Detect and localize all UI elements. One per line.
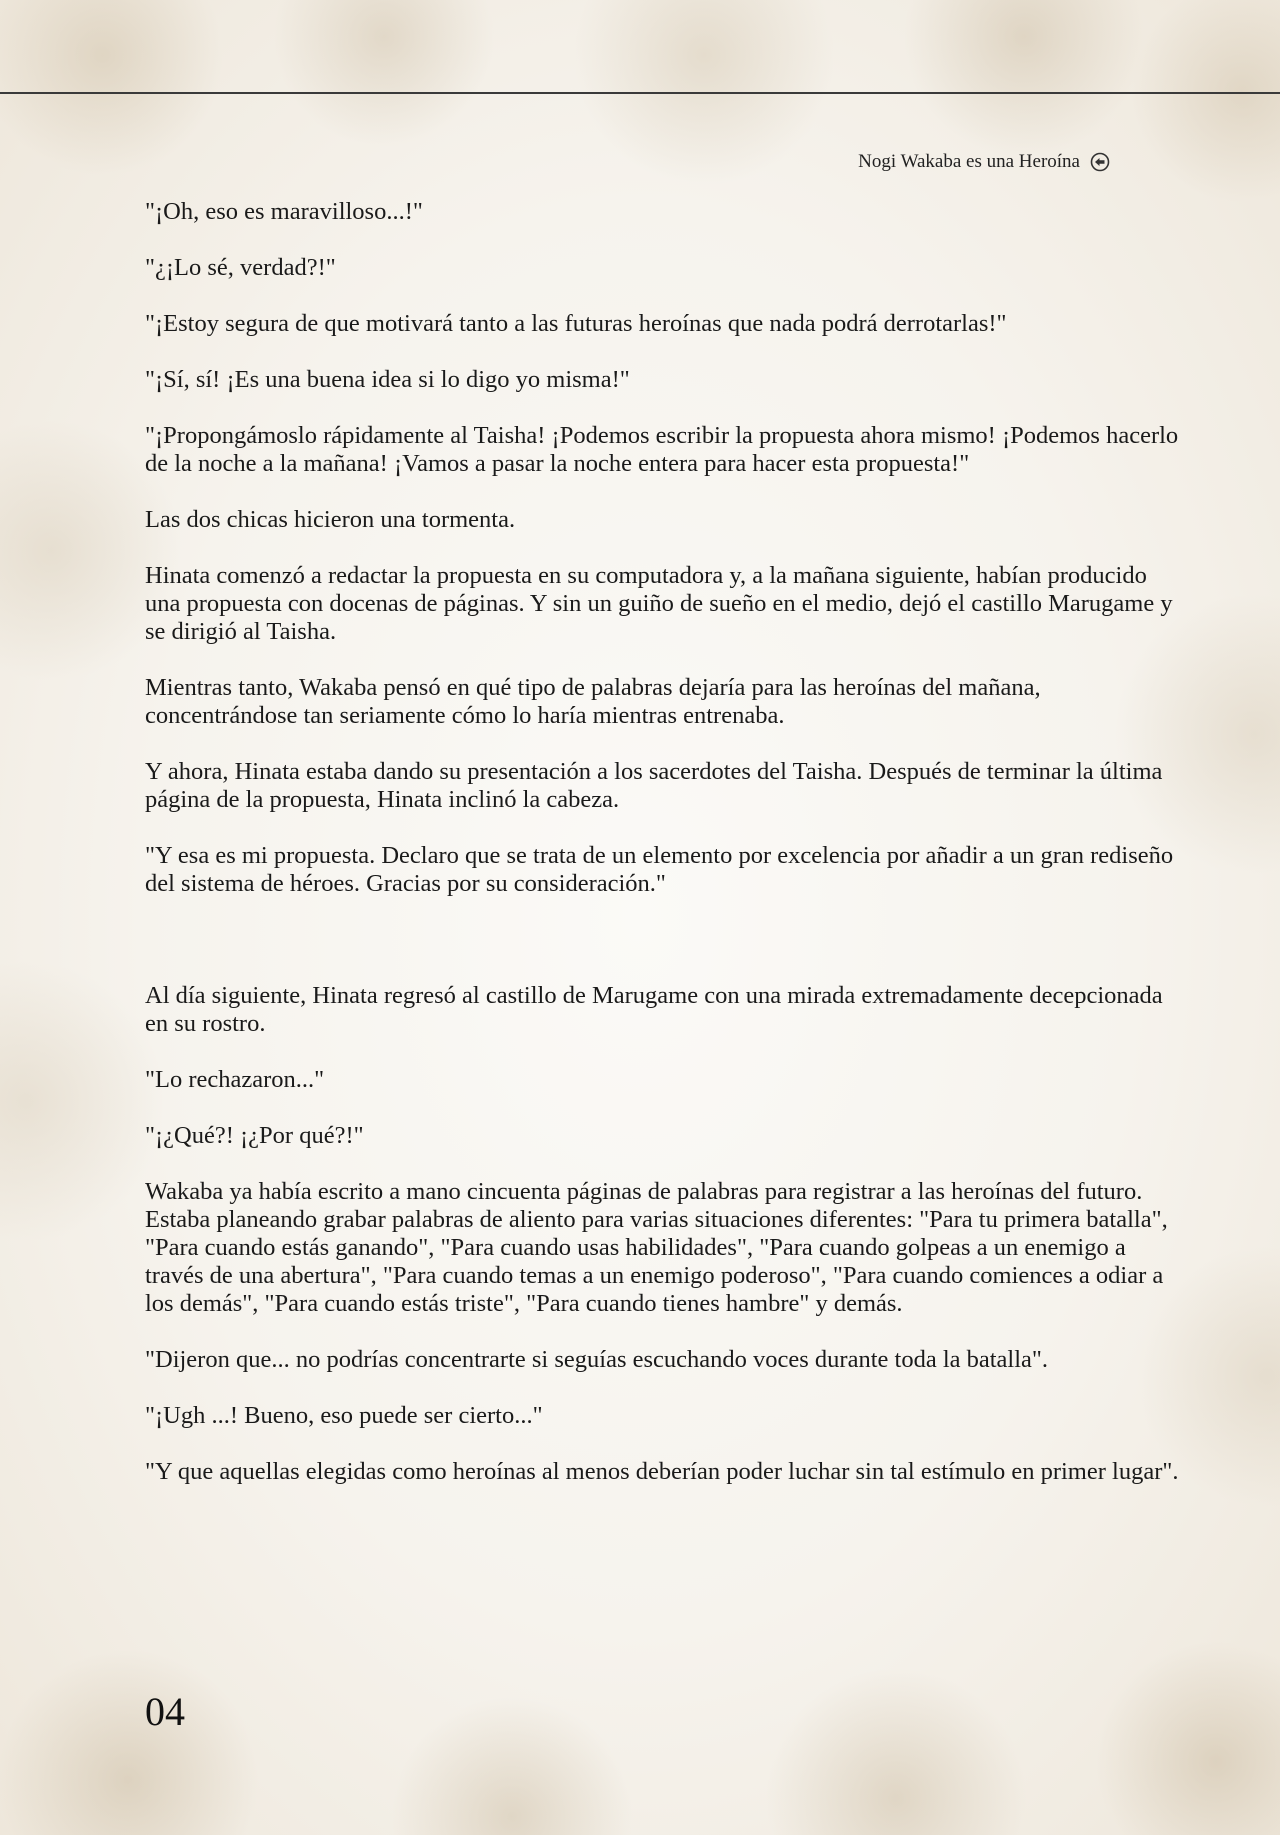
paragraph: Mientras tanto, Wakaba pensó en qué tipo de palabras dejaría para las heroínas del mañana, concentrándose tan seriamente cómo lo haría mientras entrenaba. — [145, 674, 1041, 729]
paragraph: "Lo rechazaron..." — [145, 1066, 325, 1093]
paragraph: Wakaba ya había escrito a mano cincuenta páginas de palabras para registrar a las heroínas del futuro. Estaba planeando grabar palabras de aliento para varias situaciones diferentes: "Para tu primera batalla", "Para cuando estás ganando", "Para cuando usas habilidades", "Para cuando golpeas a un enemigo a través de una abertura", "Para cuando temas a un enemigo poderoso", "Para cuando comiences a odiar a los demás", "Para cuando estás triste", "Para cuando tienes hambre" y demás. — [145, 1178, 1168, 1317]
paragraph: Al día siguiente, Hinata regresó al castillo de Marugame con una mirada extremadamente decepcionada en su rostro. — [145, 982, 1163, 1037]
text-section-1 — [145, 198, 1180, 898]
paragraph: "¡Ugh ...! Bueno, eso puede ser cierto..." — [145, 1402, 543, 1429]
scene-break — [145, 926, 1180, 982]
paragraph: "¡¿Qué?! ¡¿Por qué?!" — [145, 1122, 364, 1149]
paragraph: Y ahora, Hinata estaba dando su presentación a los sacerdotes del Taisha. Después de terminar la última página de la propuesta, Hinata inclinó la cabeza. — [145, 758, 1163, 813]
paragraph: Las dos chicas hicieron una tormenta. — [145, 506, 516, 533]
paragraph: "¡Sí, sí! ¡Es una buena idea si lo digo yo misma!" — [145, 366, 630, 393]
running-header — [858, 151, 1110, 173]
paragraph: Hinata comenzó a redactar la propuesta en su computadora y, a la mañana siguiente, habían producido una propuesta con docenas de páginas. Y sin un guiño de sueño en el medio, dejó el castillo Marugame y se dirigió al Taisha. — [145, 562, 1173, 645]
paragraph: "¿¡Lo sé, verdad?!" — [145, 254, 336, 281]
text-section-2 — [145, 982, 1180, 1486]
paragraph: "¡Estoy segura de que motivará tanto a las futuras heroínas que nada podrá derrotarlas!" — [145, 310, 1007, 337]
top-divider — [0, 92, 1280, 94]
paragraph: "¡Oh, eso es maravilloso...!" — [145, 198, 423, 225]
page-body — [145, 198, 1180, 1514]
arrow-left-circle-icon[interactable] — [1090, 152, 1110, 172]
book-title: Nogi Wakaba es una Heroína — [858, 151, 1080, 172]
paragraph: "¡Propongámoslo rápidamente al Taisha! ¡Podemos escribir la propuesta ahora mismo! ¡Podemos hacerlo de la noche a la mañana! ¡Vamos a pasar la noche entera para hacer esta propuesta!" — [145, 422, 1179, 477]
paragraph: "Dijeron que... no podrías concentrarte si seguías escuchando voces durante toda la batalla". — [145, 1346, 1049, 1373]
paragraph: "Y esa es mi propuesta. Declaro que se trata de un elemento por excelencia por añadir a un gran rediseño del sistema de héroes. Gracias por su consideración." — [145, 842, 1174, 897]
paragraph: "Y que aquellas elegidas como heroínas al menos deberían poder luchar sin tal estímulo en primer lugar". — [145, 1458, 1179, 1485]
page-number: 04 — [145, 1689, 185, 1734]
arrow-left-circle-icon-graphic — [1090, 152, 1110, 172]
